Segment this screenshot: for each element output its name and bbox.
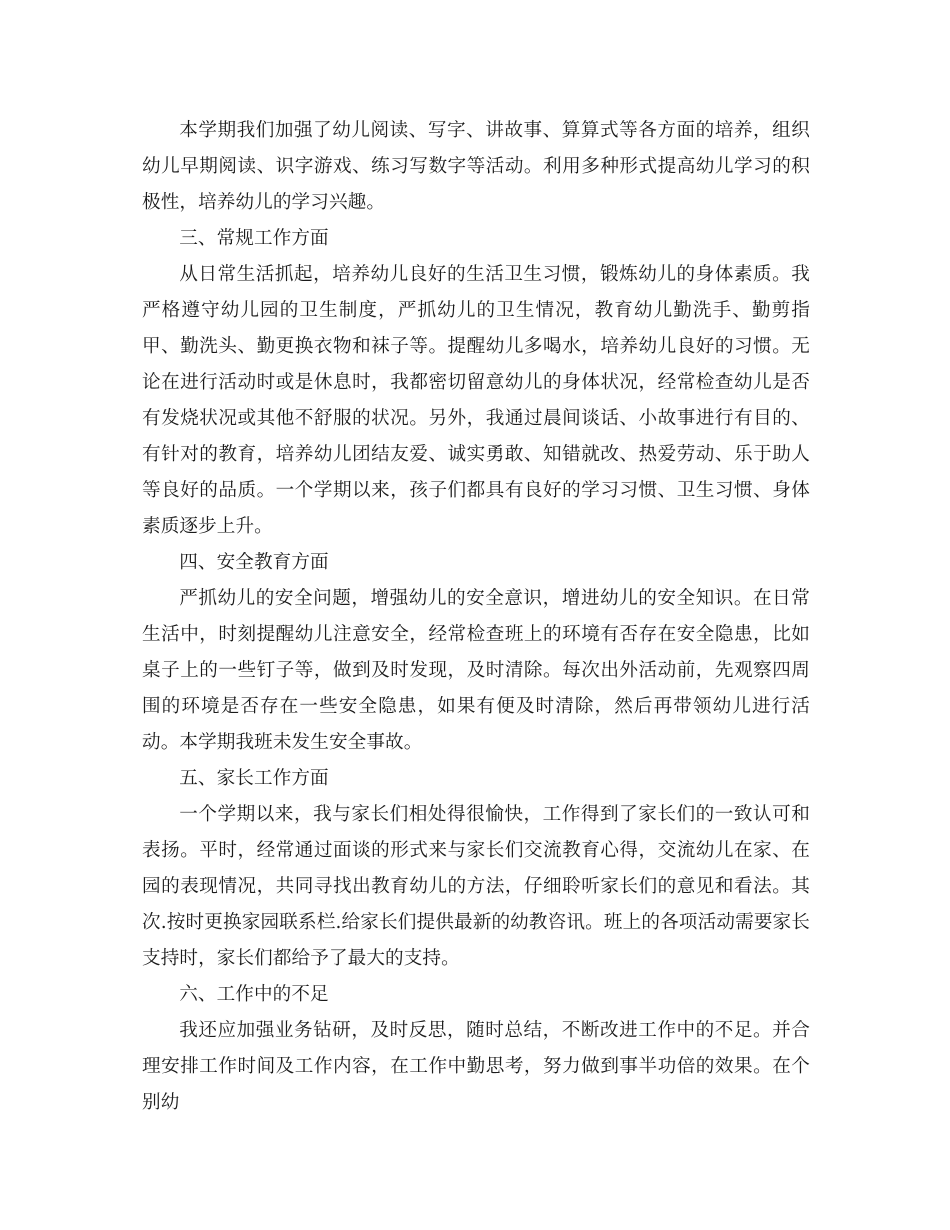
document-body [142, 113, 810, 1121]
paragraph-study-cultivation: 本学期我们加强了幼儿阅读、写字、讲故事、算算式等各方面的培养，组织幼儿早期阅读、识字游戏、练习写数字等活动。利用多种形式提高幼儿学习的积极性，培养幼儿的学习兴趣。 [142, 120, 810, 213]
heading-routine-work: 三、常规工作方面 [179, 228, 329, 249]
heading-shortcomings: 六、工作中的不足 [179, 984, 329, 1005]
paragraph-parent-work: 一个学期以来，我与家长们相处得很愉快，工作得到了家长们的一致认可和表扬。平时，经常通过面谈的形式来与家长们交流教育心得，交流幼儿在家、在园的表现情况，共同寻找出教育幼儿的方法，仔细聆听家长们的意见和看法。其次.按时更换家园联系栏.给家长们提供最新的幼教咨讯。班上的各项活动需要家长支持时，家长们都给予了最大的支持。 [142, 804, 810, 969]
paragraph-shortcomings: 我还应加强业务钻研，及时反思，随时总结，不断改进工作中的不足。并合理安排工作时间及工作内容，在工作中勤思考，努力做到事半功倍的效果。在个别幼 [142, 1020, 810, 1113]
paragraph-routine-work: 从日常生活抓起，培养幼儿良好的生活卫生习惯，锻炼幼儿的身体素质。我严格遵守幼儿园的卫生制度，严抓幼儿的卫生情况，教育幼儿勤洗手、勤剪指甲、勤洗头、勤更换衣物和袜子等。提醒幼儿多喝水，培养幼儿良好的习惯。无论在进行活动时或是休息时，我都密切留意幼儿的身体状况，经常检查幼儿是否有发烧状况或其他不舒服的状况。另外，我通过晨间谈话、小故事进行有目的、有针对的教育，培养幼儿团结友爱、诚实勇敢、知错就改、热爱劳动、乐于助人等良好的品质。一个学期以来，孩子们都具有良好的学习习惯、卫生习惯、身体素质逐步上升。 [142, 264, 810, 537]
heading-parent-work: 五、家长工作方面 [179, 768, 329, 789]
heading-safety-education: 四、安全教育方面 [179, 552, 329, 573]
paragraph-safety-education: 严抓幼儿的安全问题，增强幼儿的安全意识，增进幼儿的安全知识。在日常生活中，时刻提醒幼儿注意安全，经常检查班上的环境有否存在安全隐患，比如桌子上的一些钉子等，做到及时发现，及时清除。每次出外活动前，先观察四周围的环境是否存在一些安全隐患，如果有便及时清除，然后再带领幼儿进行活动。本学期我班未发生安全事故。 [142, 588, 810, 753]
